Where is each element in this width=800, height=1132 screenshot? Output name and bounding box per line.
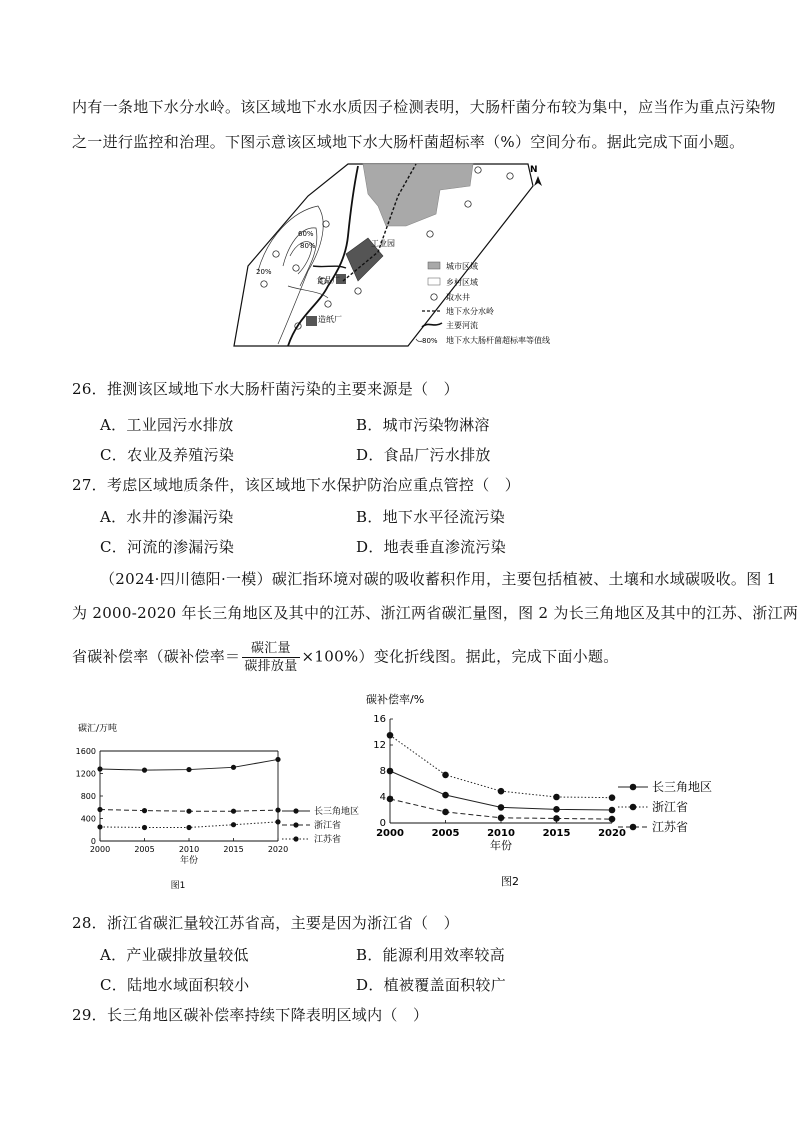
well-icon (355, 288, 361, 294)
data-point (498, 788, 505, 795)
y-tick-label: 12 (373, 740, 386, 751)
data-point (442, 792, 449, 799)
intro-line-2: 之一进行监控和治理。下图示意该区域地下水大肠杆菌超标率（%）空间分布。据此完成下面小题。 (72, 133, 745, 151)
data-point (186, 767, 191, 772)
data-point (553, 815, 560, 822)
label-paper: 造纸厂 (318, 315, 342, 324)
data-point (442, 772, 449, 779)
y-tick-label: 400 (80, 814, 96, 824)
figure-2-chart (360, 685, 720, 895)
label-food: 食品厂 (316, 276, 340, 285)
data-point (609, 816, 616, 823)
q28-option-b[interactable]: B．能源利用效率较高 (356, 946, 506, 964)
legend-label: 长三角地区 (652, 780, 713, 794)
y-tick-label: 1200 (75, 769, 96, 779)
q28-option-a[interactable]: A．产业碳排放量较低 (100, 946, 249, 964)
data-point (186, 825, 191, 830)
legend-marker (630, 784, 637, 791)
y-tick-label: 800 (80, 792, 96, 801)
data-point (609, 807, 616, 814)
q26-option-b[interactable]: B．城市污染物淋溶 (356, 416, 490, 434)
passage2-line-3-post: ×100%）变化折线图。据此，完成下面小题。 (301, 647, 619, 666)
q28-option-d[interactable]: D．植被覆盖面积较广 (356, 976, 507, 994)
legend-isoline: 地下水大肠杆菌超标率等值线 (446, 336, 550, 345)
north-arrow-icon (534, 176, 542, 186)
question-27-stem: 27．考虑区域地质条件，该区域地下水保护防治应重点管控（ ） (72, 476, 521, 494)
x-tick-label: 2000 (89, 845, 111, 854)
fraction-denominator: 碳排放量 (244, 659, 298, 674)
legend-divide: 地下水分水岭 (446, 307, 494, 316)
x-axis-label: 年份 (490, 839, 512, 852)
question-28-stem: 28．浙江省碳汇量较江苏省高，主要是因为浙江省（ ） (72, 914, 459, 932)
well-icon (325, 301, 331, 307)
well-icon (273, 251, 279, 257)
x-tick-label: 2005 (431, 828, 460, 839)
x-axis-label: 年份 (179, 856, 199, 866)
intro-line-1: 内有一条地下水分水岭。该区域地下水水质因子检测表明，大肠杆菌分布较为集中，应当作为重点污染物 (72, 98, 776, 116)
well-icon (323, 221, 329, 227)
y-tick-label: 4 (379, 792, 386, 803)
figure-caption: 图2 (501, 875, 519, 888)
x-tick-label: 2020 (598, 828, 626, 839)
q26-option-d[interactable]: D．食品厂污水排放 (356, 446, 491, 464)
map-legend (416, 261, 550, 345)
q27-option-a[interactable]: A．水井的渗漏污染 (100, 508, 234, 526)
data-point (387, 768, 394, 775)
data-point (142, 808, 147, 813)
legend-marker (630, 824, 637, 831)
legend-city: 城市区域 (446, 262, 478, 271)
y-tick-label: 0 (90, 837, 96, 846)
data-point (387, 796, 394, 803)
x-tick-label: 2015 (223, 845, 244, 854)
x-tick-label: 2015 (542, 828, 571, 839)
figure-1-chart (70, 715, 380, 895)
y-tick-label: 16 (373, 714, 386, 725)
x-tick-label: 2010 (487, 828, 515, 839)
legend-label: 江苏省 (652, 820, 689, 834)
fraction-numerator: 碳汇量 (242, 640, 299, 658)
data-point (142, 825, 147, 830)
data-point (609, 794, 616, 801)
q27-option-c[interactable]: C．河流的渗漏污染 (100, 538, 235, 556)
data-point (97, 766, 102, 771)
legend-label: 长三角地区 (314, 807, 360, 817)
paper-factory (306, 316, 317, 326)
legend-marker (293, 836, 298, 841)
figure-caption: 图1 (170, 881, 186, 891)
y-tick-label: 1600 (75, 747, 96, 756)
data-point (553, 794, 560, 801)
q28-option-c[interactable]: C．陆地水域面积较小 (100, 976, 250, 994)
legend-label: 江苏省 (314, 835, 342, 845)
data-point (231, 765, 236, 770)
data-point (275, 819, 280, 824)
question-26-stem: 26．推测该区域地下水大肠杆菌污染的主要来源是（ ） (72, 380, 459, 398)
data-point (553, 806, 560, 813)
contour-80-label: 80% (300, 242, 316, 250)
well-icon (475, 167, 481, 173)
q26-option-a[interactable]: A．工业园污水排放 (100, 416, 234, 434)
legend-marker (293, 808, 298, 813)
label-industrial: 工业园 (371, 239, 395, 248)
legend-river: 主要河流 (446, 321, 478, 330)
passage2-line-3 (72, 640, 619, 675)
q26-option-c[interactable]: C．农业及养殖污染 (100, 446, 235, 464)
north-label: N (530, 165, 538, 175)
legend-isoline-value: 80% (422, 337, 438, 345)
data-point (498, 815, 505, 822)
x-tick-label: 2005 (134, 845, 155, 854)
legend-well-icon (431, 294, 437, 300)
contour-20-label: 20% (256, 268, 272, 276)
x-tick-label: 2000 (376, 828, 404, 839)
well-icon (465, 201, 471, 207)
contour-60-label: 60% (298, 230, 314, 238)
well-icon (293, 265, 299, 271)
passage2-line-3-pre: 省碳补偿率（碳补偿率＝ (72, 647, 241, 666)
data-point (97, 824, 102, 829)
data-point (231, 809, 236, 814)
legend-marker (630, 804, 637, 811)
q27-option-b[interactable]: B．地下水平径流污染 (356, 508, 506, 526)
legend-marker (293, 822, 298, 827)
y-axis-label: 碳汇/万吨 (78, 724, 118, 734)
well-icon (507, 173, 513, 179)
x-tick-label: 2020 (267, 845, 289, 854)
legend-well: 取水井 (446, 293, 470, 302)
data-point (97, 807, 102, 812)
data-point (231, 822, 236, 827)
formula-fraction (242, 640, 299, 675)
legend-rural: 乡村区域 (446, 278, 478, 287)
city-area (363, 164, 473, 226)
data-point (142, 768, 147, 773)
legend-label: 浙江省 (652, 800, 689, 814)
legend-label: 浙江省 (314, 821, 342, 831)
groundwater-map (228, 156, 588, 356)
well-icon (261, 281, 267, 287)
question-29-stem: 29．长三角地区碳补偿率持续下降表明区域内（ ） (72, 1006, 429, 1024)
passage2-line-1: （2024·四川德阳·一模）碳汇指环境对碳的吸收蓄积作用，主要包括植被、土壤和水域碳吸收。图 1 (100, 570, 777, 588)
x-tick-label: 2010 (178, 845, 200, 854)
river-branch (313, 266, 346, 268)
data-point (186, 809, 191, 814)
data-point (275, 807, 280, 812)
q27-option-d[interactable]: D．地表垂直渗流污染 (356, 538, 507, 556)
passage2-line-2: 为 2000-2020 年长三角地区及其中的江苏、浙江两省碳汇量图，图 2 为长三角地区及其中的江苏、浙江两 (72, 604, 799, 622)
data-point (498, 804, 505, 811)
y-tick-label: 8 (379, 766, 386, 777)
data-point (275, 757, 280, 762)
data-point (442, 809, 449, 816)
data-point (387, 732, 394, 739)
legend-rural-swatch (428, 278, 440, 285)
well-icon (427, 231, 433, 237)
legend-city-swatch (428, 262, 440, 269)
y-axis-label: 碳补偿率/% (366, 693, 425, 706)
y-tick-label: 0 (379, 818, 386, 829)
